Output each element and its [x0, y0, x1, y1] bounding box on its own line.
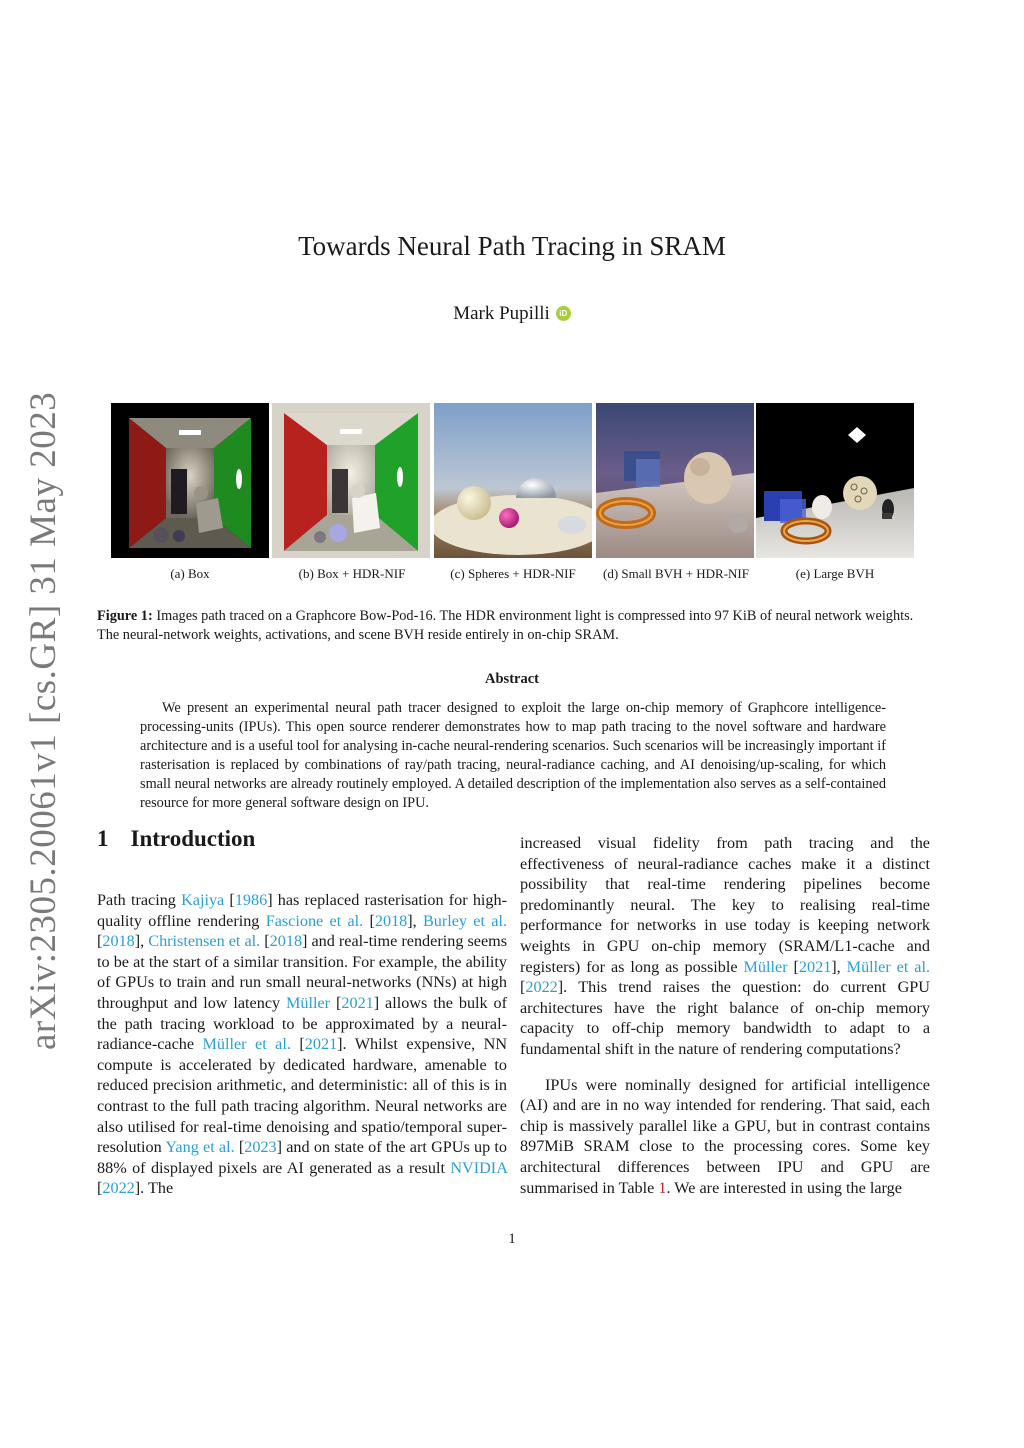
citation-link[interactable]: 2021: [341, 993, 374, 1012]
text-run: [: [234, 1138, 245, 1157]
text-run: [: [363, 911, 375, 930]
text-run: [: [260, 932, 270, 951]
citation-link[interactable]: 2018: [374, 911, 408, 930]
figure-caption-text: Images path traced on a Graphcore Bow-Pod-16. The HDR environment light is compressed into 97 KiB of neural network weights. The neural-network weights, activations, and scene BVH reside entirely in on-chip SRAM.: [97, 608, 914, 643]
citation-link[interactable]: Fascione et al.: [265, 911, 364, 930]
figure-caption: [97, 607, 929, 645]
text-run: ] has replaced rasterisation for high-quality offline rendering: [97, 891, 507, 930]
citation-link[interactable]: NVIDIA: [450, 1158, 507, 1177]
subcaption-a: (a) Box: [170, 566, 210, 581]
subcaption-e: (e) Large BVH: [795, 566, 875, 581]
text-run: ],: [134, 932, 149, 951]
section-number: 1: [97, 826, 109, 851]
text-run: ],: [831, 957, 847, 976]
text-run: IPUs were nominally designed for artificial intelligence (AI) and are in no way intended for rendering. That said, each chip is massively parallel like a GPU, but in contrast contains 897MiB SRAM close to the processing cores. Some key architectural differences between IPU and GPU are summarised in Table: [520, 1075, 930, 1197]
text-run: ]. This trend raises the question: do current GPU architectures have the right balance of on-chip memory capacity to off-chip memory bandwidth to adapt to a fundamental shift in the nature of rendering computations?: [520, 978, 930, 1058]
text-run: [: [224, 891, 235, 909]
citation-link[interactable]: 2023: [244, 1138, 277, 1157]
subcaption-c: (c) Spheres + HDR-NIF: [450, 566, 576, 581]
figure-image-box: [111, 403, 269, 558]
arxiv-identifier: arXiv:2305.20061v1 [cs.GR] 31 May 2023: [23, 391, 64, 1050]
text-run: increased visual fidelity from path tracing and the effectiveness of neural-radiance caches make it a distinct possibility that real-time rendering pipelines become predominantly neural. The key to realising real-time performance for networks in use today is keeping network weights in GPU on-chip memory (SRAM/L1-cache and registers) for as long as possible: [520, 834, 930, 976]
text-run: . We are interested in using the large: [666, 1178, 902, 1197]
text-run: [: [97, 932, 103, 951]
citation-link[interactable]: 2018: [102, 932, 135, 951]
author-line: [0, 303, 1024, 325]
citation-link[interactable]: 1986: [234, 891, 268, 909]
text-run: ] and real-time rendering seems to be at the start of a similar transition. For example, the ability of GPUs to train and run small neural-networks (NNs) at high throughput and low latency: [97, 932, 508, 1012]
citation-link[interactable]: Christensen et al.: [148, 932, 261, 951]
citation-link[interactable]: 2021: [304, 1035, 338, 1054]
paper-title: Towards Neural Path Tracing in SRAM: [298, 231, 726, 261]
orcid-icon[interactable]: iD: [556, 306, 571, 321]
citation-link[interactable]: 2021: [798, 957, 832, 976]
abstract-text: We present an experimental neural path tracer designed to exploit the large on-chip memory of Graphcore intelligence-processing-units (IPUs). This open source renderer demonstrates how to map path tracing to the novel software and hardware architecture and is a useful tool for analysing in-cache neural-rendering scenarios. Such scenarios will be increasingly important if rasterisation is replaced by combinations of ray/path tracing, neural-radiance caching, and AI denoising/up-scaling, for which small neural networks are already routinely employed. A detailed description of the implementation also serves as a self-contained resource for more general software design on IPU.: [140, 700, 886, 811]
citation-link[interactable]: Müller: [286, 993, 331, 1012]
text-run: [: [290, 1035, 305, 1054]
citation-link[interactable]: Yang et al.: [165, 1138, 235, 1157]
figure-image-small-bvh-hdr-nif: [596, 403, 754, 558]
intro-paragraph-1: [97, 890, 507, 1199]
citation-link[interactable]: Burley et al.: [422, 911, 507, 930]
text-run: ],: [407, 911, 423, 930]
text-run: ] and on state of the art GPUs up to 88% of displayed pixels are AI generated as a result: [97, 1138, 507, 1177]
citation-link[interactable]: Kajiya: [181, 891, 225, 909]
author-name: Mark Pupilli: [453, 303, 550, 324]
citation-link[interactable]: Müller et al.: [202, 1035, 291, 1054]
figure-caption-label: Figure 1:: [97, 608, 153, 624]
section-heading: [97, 826, 255, 852]
figure-image-box-hdr-nif: [272, 403, 430, 558]
subcaption-b: (b) Box + HDR-NIF: [298, 566, 406, 581]
body-column-right: [520, 833, 930, 1198]
abstract-heading: Abstract: [485, 671, 539, 687]
intro-paragraph-2: [520, 1075, 930, 1199]
intro-paragraph-1-cont: [520, 833, 930, 1060]
citation-link[interactable]: Müller et al.: [846, 957, 931, 976]
figure-image-large-bvh: [756, 403, 914, 558]
citation-link[interactable]: 2022: [102, 1179, 135, 1198]
text-run: [: [520, 978, 526, 997]
citation-link[interactable]: Müller: [743, 957, 788, 976]
citation-link[interactable]: 2018: [269, 932, 303, 951]
text-run: ]. The: [134, 1179, 174, 1198]
table-reference-link[interactable]: 1: [658, 1178, 667, 1197]
text-run: [: [330, 993, 342, 1012]
section-title: Introduction: [130, 826, 256, 851]
text-run: [: [787, 957, 799, 976]
text-run: [: [97, 1179, 103, 1198]
body-column-left: [97, 890, 507, 1199]
figure-image-spheres-hdr-nif: [434, 403, 592, 558]
page-number: 1: [508, 1231, 516, 1247]
text-run: Path tracing: [97, 891, 182, 909]
text-run: ]. Whilst expensive, NN compute is accelerated by dedicated hardware, amenable to reduced precision arithmetic, and deterministic: all of this is in contrast to the full path tracing algorithm. Neural networks are also utilised for real-time denoising and spatio/temporal super-resolution: [97, 1035, 508, 1157]
subcaption-d: (d) Small BVH + HDR-NIF: [603, 566, 749, 581]
text-run: ] allows the bulk of the path tracing workload to be approximated by a neural-radiance-cache: [97, 993, 508, 1054]
citation-link[interactable]: 2022: [525, 978, 558, 997]
